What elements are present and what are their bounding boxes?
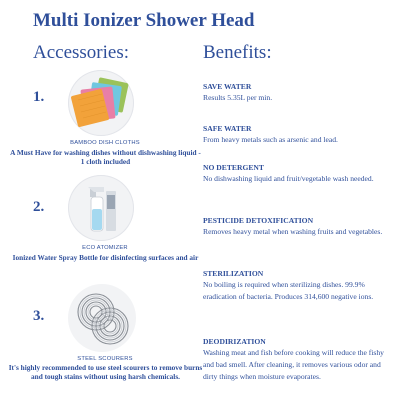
accessory-label-1: BAMBOO DISH CLOTHS <box>70 140 140 146</box>
benefit-text-sterilization: No boiling is required when sterilizing dishes. 99.9% eradication of bacteria. Produces 314,600 negative ions. <box>203 280 374 301</box>
benefits-heading: Benefits: <box>203 42 272 63</box>
eco-atomizer-image <box>68 175 134 241</box>
benefit-text-no-detergent: No dishwashing liquid and fruit/vegetable wash needed. <box>203 174 374 183</box>
accessories-heading: Accessories: <box>33 42 130 63</box>
accessory-label-3: STEEL SCOURERS <box>77 356 133 362</box>
benefit-title-pesticide: PESTICIDE DETOXIFICATION <box>203 216 314 225</box>
benefit-title-sterilization: STERILIZATION <box>203 269 264 278</box>
benefit-title-save-water: SAVE WATER <box>203 82 252 91</box>
benefit-text-safe-water: From heavy metals such as arsenic and lead. <box>203 135 338 144</box>
benefit-text-pesticide: Removes heavy metal when washing fruits and vegetables. <box>203 227 383 236</box>
accessory-desc-1: A Must Have for washing dishes without dishwashing liquid - 1 cloth included <box>10 148 201 167</box>
benefit-title-safe-water: SAFE WATER <box>203 124 252 133</box>
accessory-label-2: ECO ATOMIZER <box>82 245 128 251</box>
benefit-text-deodirization: Washing meat and fish before cooking will reduce the fishy and bad smell. After cleaning, it removes various odor and dirty things when moisture evaporates. <box>203 348 384 381</box>
page-title: Multi Ionizer Shower Head <box>33 10 255 31</box>
accessory-desc-2: Ionized Water Spray Bottle for disinfecting surfaces and air <box>12 253 199 262</box>
benefit-title-deodirization: DEODIRIZATION <box>203 337 266 346</box>
bamboo-cloths-image <box>68 70 134 136</box>
benefit-text-save-water: Results 5.35L per min. <box>203 93 273 102</box>
accessory-number-1: 1. <box>33 89 45 105</box>
accessory-number-3: 3. <box>33 308 45 324</box>
benefit-title-no-detergent: NO DETERGENT <box>203 163 264 172</box>
accessory-number-2: 2. <box>33 199 45 215</box>
steel-scourers-image <box>66 282 138 354</box>
accessory-desc-3: It's highly recommended to use steel scourers to remove burns and tough stains without using harsh chemicals. <box>8 363 203 382</box>
